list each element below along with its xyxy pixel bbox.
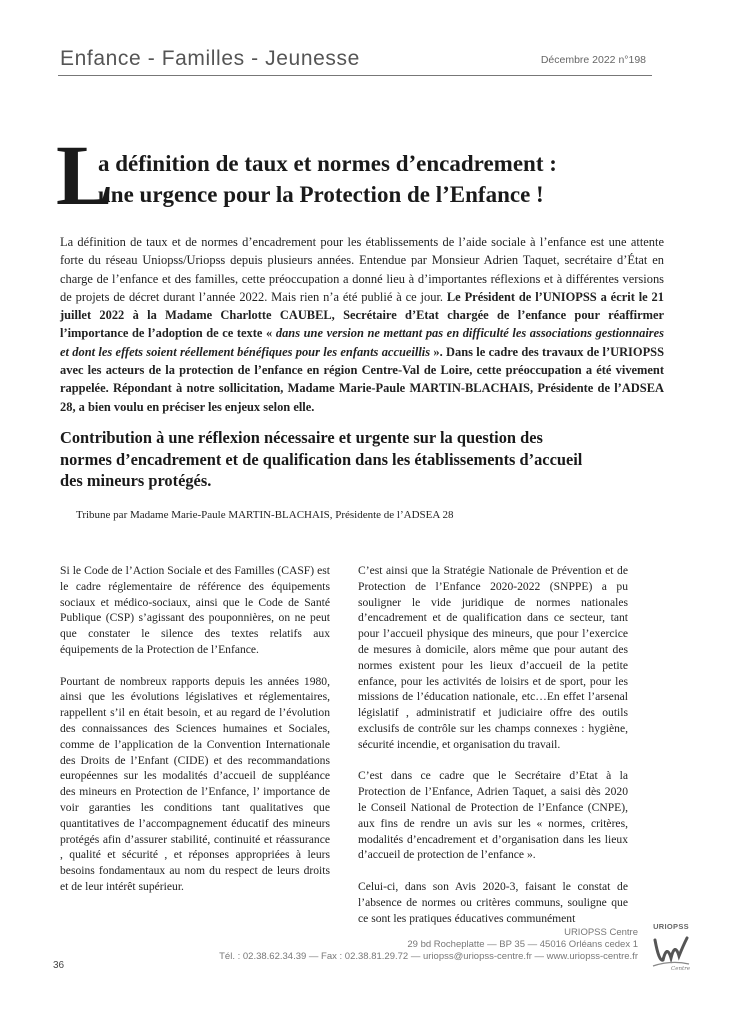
right-column xyxy=(358,563,628,942)
intro-quote: dans une version ne mettant pas en difficulté les associations gestionnaires et dont les effets soient réellement bénéfiques pour les enfants accueillis xyxy=(60,326,664,359)
footer-contact xyxy=(219,927,638,964)
left-column xyxy=(60,563,330,911)
issue-date: Décembre 2022 n°198 xyxy=(540,54,646,66)
right-paragraph-3: Celui-ci, dans son Avis 2020-3, faisant le constat de l’absence de normes ou critères communs, souligne que ce sont les pratiques éducatives communément xyxy=(358,879,628,925)
article-subtitle xyxy=(60,427,664,492)
intro-text-1: La définition de taux et de normes d’encadrement pour les établissements de l’aide sociale à l’enfance est une attente forte du réseau Uniopss/Uriopss depuis plusieurs années. Entendue par Monsieur Adrien Taquet, secrétaire d’État en charge de l’enfance et des familles, cette préoccupation a donné lieu à d’importantes réflexions et à différentes versions de projets de décret durant l’année 2022. Mais rien n’a été publié à ce jour. xyxy=(60,235,664,304)
title-drop-cap: L xyxy=(56,127,114,223)
subtitle-line-3: des mineurs protégés. xyxy=(60,471,212,490)
uriopss-logo xyxy=(647,922,695,976)
section-title: Enfance - Familles - Jeunesse xyxy=(60,47,360,70)
logo-label: URIOPSS xyxy=(653,922,689,931)
logo-sub: Centre xyxy=(671,966,691,972)
footer-contact-line: Tél. : 02.38.62.34.39 — Fax : 02.38.81.29.72 — uriopss@uriopss-centre.fr — www.uriopss-centre.fr xyxy=(219,951,638,963)
intro-text-3: ». Dans le cadre des travaux de l’URIOPSS avec les acteurs de la protection de l’enfance en région Centre-Val de Loire, cette préoccupation a été vivement rappelée. Répondant à notre sollicitation, Madame Marie-Paule MARTIN-BLACHAIS, Présidente de l’ADSEA 28, a bien voulu en préciser les enjeux selon elle. xyxy=(60,344,664,414)
left-paragraph-1: Si le Code de l’Action Sociale et des Familles (CASF) est le cadre réglementaire de référence des équipements sociaux et médico-sociaux, ainsi que le Code de Santé Publique (CSP) s’agissant des pouponnières, on ne peut que constater le silence des textes relatifs aux équipements de la Protection de l’Enfance. xyxy=(60,564,330,656)
byline: Tribune par Madame Marie-Paule MARTIN-BLACHAIS, Présidente de l’ADSEA 28 xyxy=(76,509,454,521)
title-line-2: une urgence pour la Protection de l’Enfance ! xyxy=(98,182,544,207)
header-divider xyxy=(58,75,652,76)
subtitle-line-1: Contribution à une réflexion nécessaire et urgente sur la question des xyxy=(60,428,543,447)
article-intro xyxy=(60,233,664,416)
title-line-1: a définition de taux et normes d’encadrement : xyxy=(98,151,557,176)
intro-text-2: Le Président de l’UNIOPSS a écrit le 21 juillet 2022 à la Madame Charlotte CAUBEL, Secrétaire d’Etat chargée de l’enfance pour réaffirmer l’importance de l’adoption de ce texte « xyxy=(60,289,664,341)
right-paragraph-1: C’est ainsi que la Stratégie Nationale de Prévention et de Protection de l’Enfance 2020-2022 (SNPPE) a pu souligner le vide juridique de normes nationales d’encadrement et de qualification dans ce secteur, tant pour l’accueil physique des mineurs, que pour l’exercice de mesures à domicile, alors même que pour autant des normes existent pour les lieux d’accueil de la petite enfance, pour les activités de loisirs et de sport, pour les missions de l’éducation nationale, etc…En effet l’arsenal législatif , administratif et judiciaire offre des outils exclusifs de contrôle sur les champs connexes : hygiène, sécurité incendie, et organisation du travail. xyxy=(358,564,628,751)
page-number: 36 xyxy=(53,960,65,971)
right-paragraph-2: C’est dans ce cadre que le Secrétaire d’Etat à la Protection de l’Enfance, Adrien Taquet, a saisi dès 2020 le Conseil National de Protection de l’Enfance (CNPE), aux fins de rendre un avis sur les « normes, critères, modalités d’encadrement et d’organisation dans les lieux d’accueil de protection de l’enfance ». xyxy=(358,769,628,862)
subtitle-line-2: normes d’encadrement et de qualification dans les établissements d’accueil xyxy=(60,449,583,469)
article-title xyxy=(98,148,638,210)
footer-address: 29 bd Rocheplatte — BP 35 — 45016 Orléans cedex 1 xyxy=(407,939,638,951)
left-paragraph-2: Pourtant de nombreux rapports depuis les années 1980, ainsi que les évolutions législatives et réglementaires, rappellent s’il en était besoin, et au regard de l’évolution des connaissances des Sciences humaines et Sociales, comme de l’application de la Convention Internationale des Droits de l’Enfant (CIDE) et des recommandations européennes sur les modalités d’accueil de suppléance des mineurs en Protection de l’Enfance, l’ importance de voir garanties les conditions tant qualitatives que quantitatives de l’accompagnement éducatif des mineurs protégés afin d’assurer stabilité, continuité et réassurance , qualité et sécurité , et réponses appropriées à leurs besoins fondamentaux au nom du respect de leurs droits et de leur intérêt supérieur. xyxy=(60,674,330,893)
footer-org: URIOPSS Centre xyxy=(564,927,638,938)
